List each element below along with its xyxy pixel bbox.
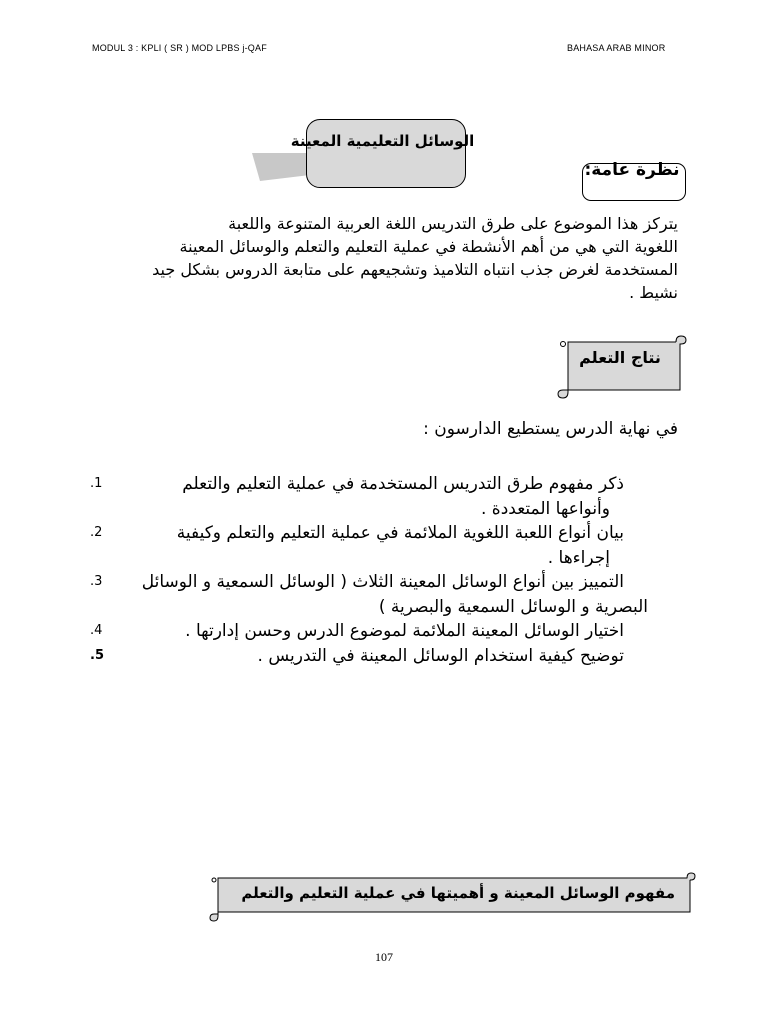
- objectives-list: [90, 472, 648, 668]
- item-number: 1.: [90, 476, 103, 491]
- item-number: 4.: [90, 623, 103, 638]
- page-title: الوسائل التعليمية المعينة: [290, 132, 475, 150]
- item-text-cont: وأنواعها المتعددة .: [480, 498, 610, 519]
- list-item: [90, 472, 624, 521]
- item-text: اختيار الوسائل المعينة الملائمة لموضوع الدرس وحسن إدارتها .: [185, 621, 624, 641]
- paragraph-line: نشيط .: [629, 283, 678, 302]
- item-text: ذكر مفهوم طرق التدريس المستخدمة في عملية التعليم والتعلم: [182, 474, 624, 494]
- outcomes-scroll-banner: [556, 334, 690, 400]
- list-item: [90, 619, 624, 644]
- header-subject: BAHASA ARAB MINOR: [567, 43, 666, 53]
- paragraph-line: يتركز هذا الموضوع على طرق التدريس اللغة العربية المتنوعة واللعبة: [228, 214, 678, 233]
- overview-label: نظرة عامة:: [584, 160, 680, 180]
- page-number: 107: [375, 950, 393, 964]
- item-number: 2.: [90, 525, 103, 540]
- item-text: توضيح كيفية استخدام الوسائل المعينة في التدريس .: [257, 645, 624, 666]
- paragraph-line: المستخدمة لغرض جذب انتباه التلاميذ وتشجيعهم على متابعة الدروس بشكل جيد: [152, 260, 678, 279]
- overview-paragraph: [90, 212, 678, 304]
- item-number: 5.: [90, 647, 104, 663]
- outcomes-heading: نتاج التعلم: [579, 348, 661, 367]
- item-text-cont: البصرية و الوسائل السمعية والبصرية ): [378, 596, 648, 617]
- item-text: التمييز بين أنواع الوسائل المعينة الثلاث ( الوسائل السمعية و الوسائل: [141, 572, 624, 592]
- outcomes-intro: في نهاية الدرس يستطيع الدارسون :: [423, 419, 678, 439]
- paragraph-line: اللغوية التي هي من أهم الأنشطة في عملية التعليم والتعلم والوسائل المعينة: [179, 237, 678, 256]
- item-text-cont: إجراءها .: [547, 547, 610, 568]
- title-callout: [306, 119, 466, 188]
- item-number: 3.: [90, 574, 103, 589]
- item-text: بيان أنواع اللعبة اللغوية الملائمة في عملية التعليم والتعلم وكيفية: [176, 523, 624, 543]
- list-item: [90, 570, 648, 619]
- list-item: [90, 644, 624, 669]
- list-item: [90, 521, 624, 570]
- header-module-title: MODUL 3 : KPLI ( SR ) MOD LPBS j-QAF: [92, 43, 267, 53]
- section-heading: مفهوم الوسائل المعينة و أهميتها في عملية التعليم والتعلم: [241, 884, 675, 902]
